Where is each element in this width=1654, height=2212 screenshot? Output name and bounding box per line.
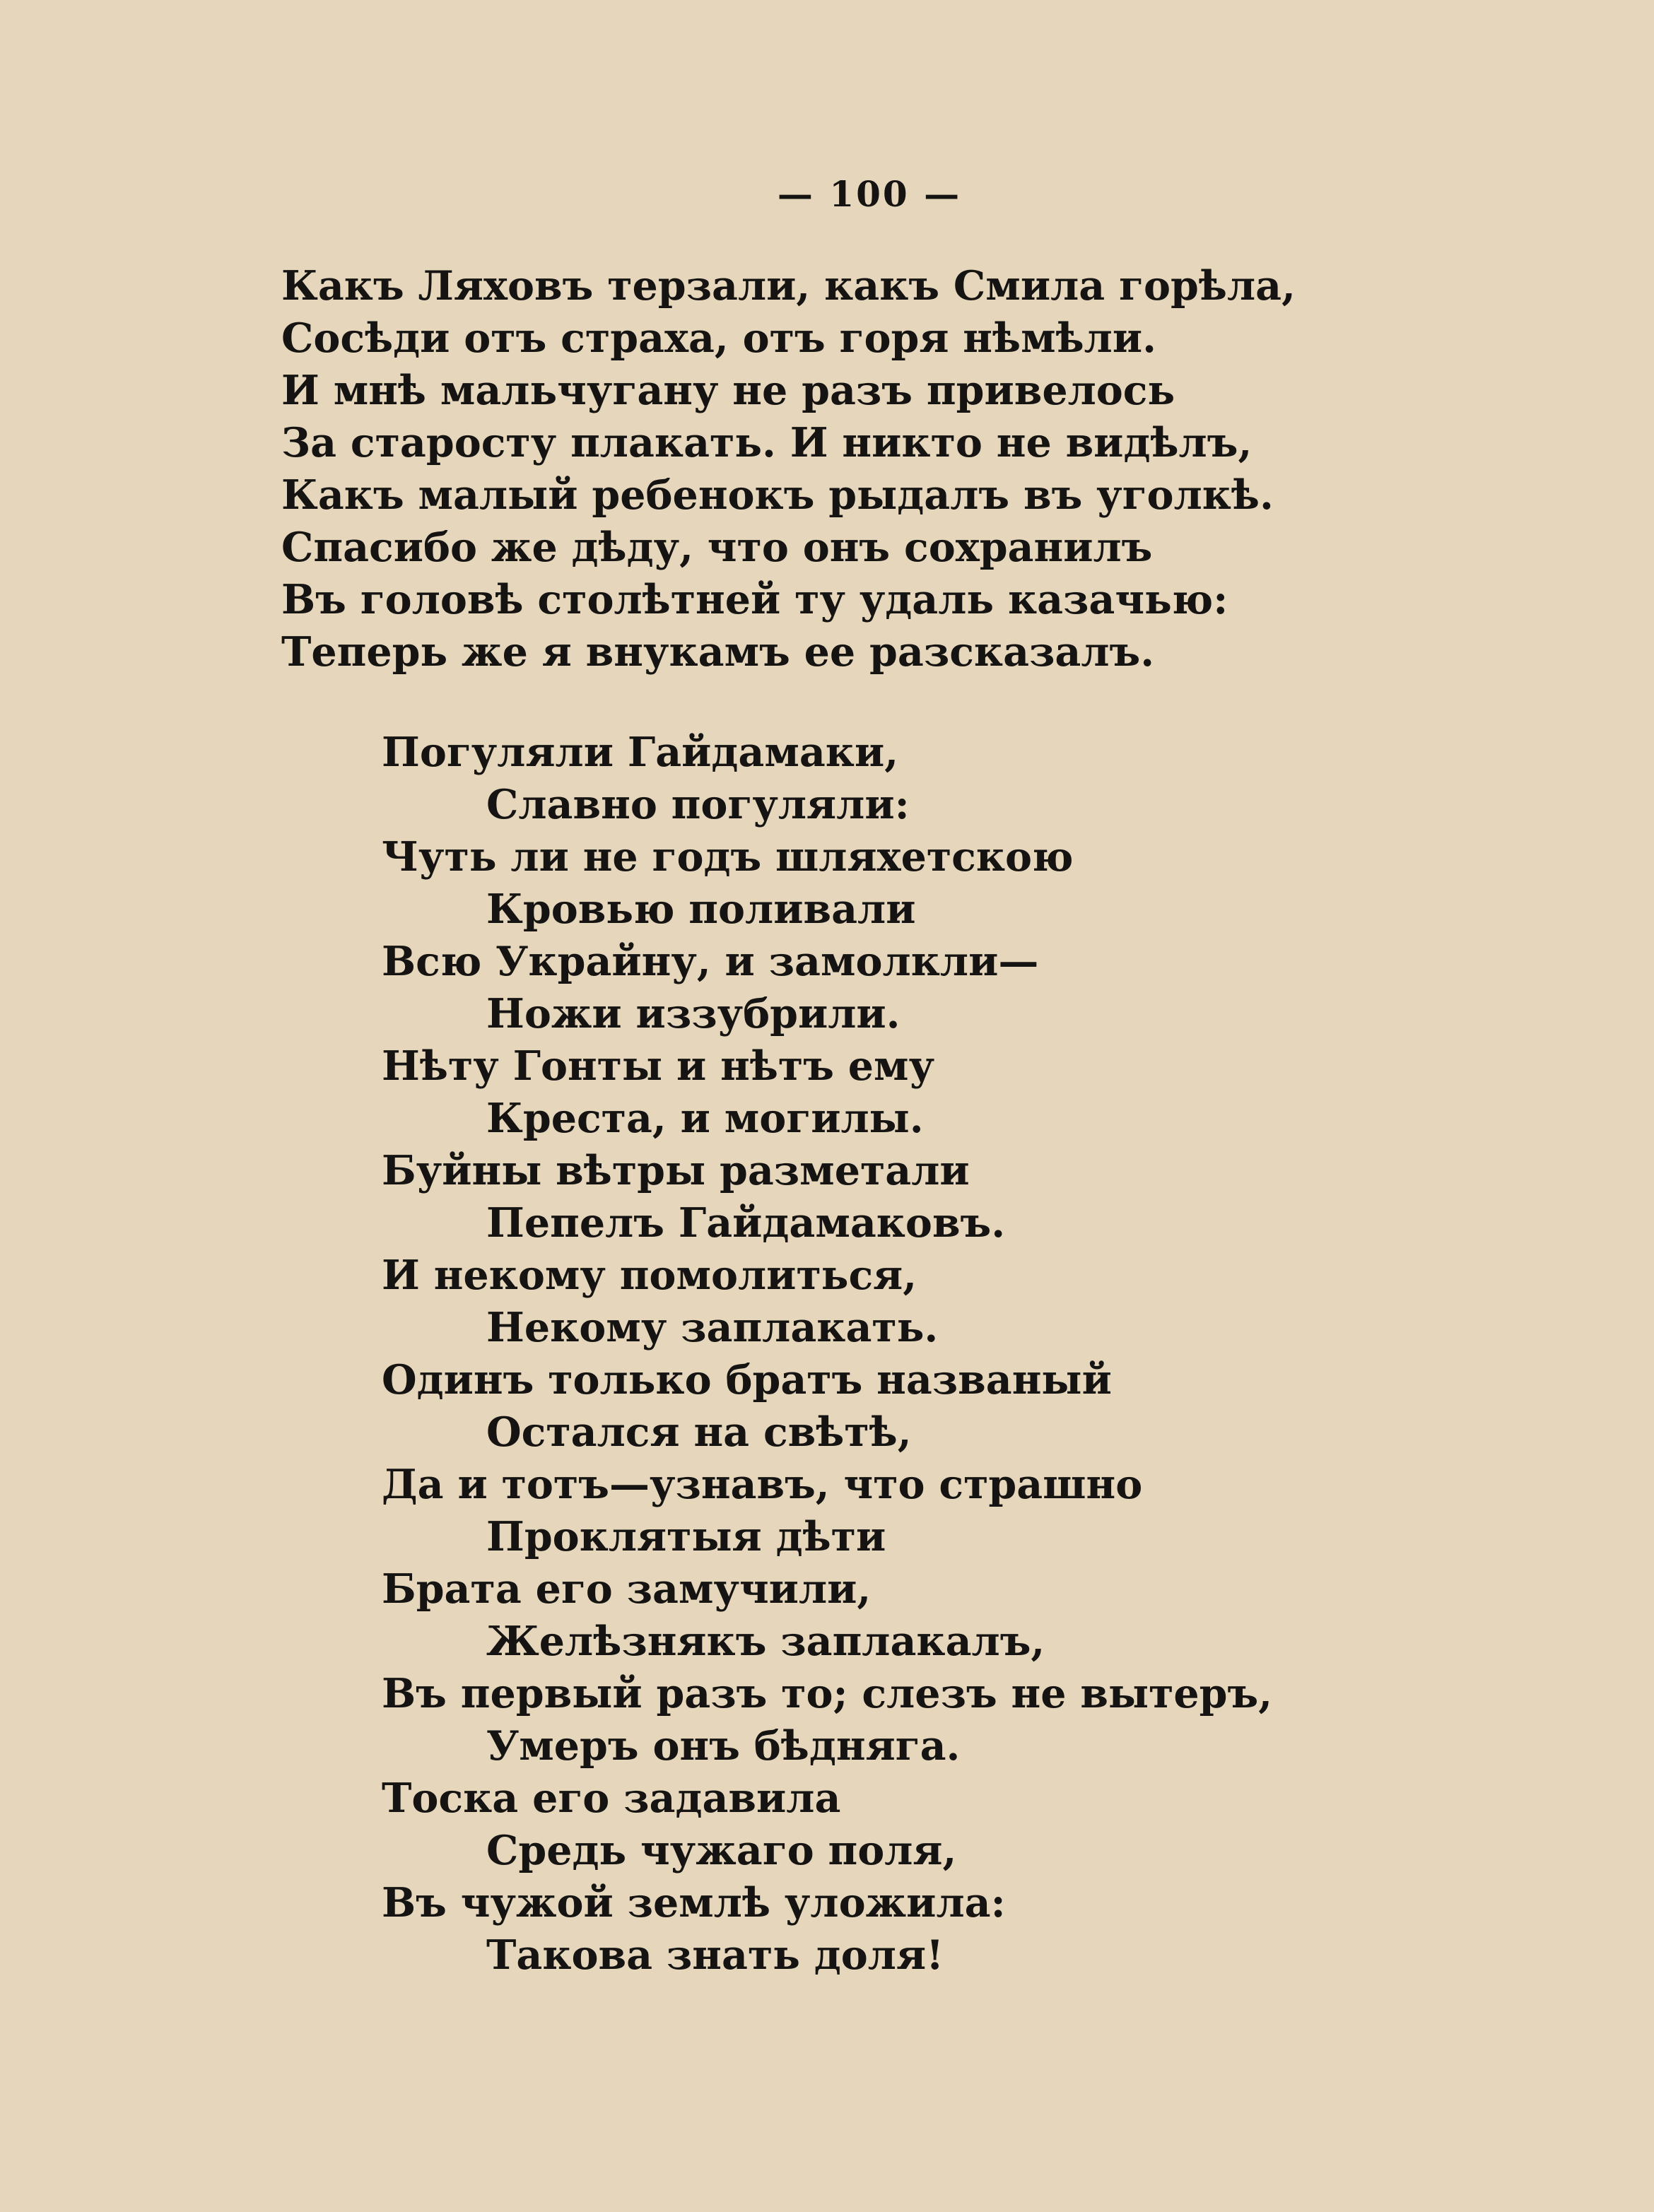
- poem-line-indented: Славно погуляли:: [486, 781, 910, 828]
- poem-line-indented: Пепелъ Гайдамаковъ.: [486, 1199, 1006, 1247]
- poem-line: Всю Украйну, и замолкли—: [382, 938, 1039, 985]
- poem-line-indented: Желѣзнякъ заплакалъ,: [486, 1618, 1045, 1665]
- poem-line-indented: Проклятыя дѣти: [486, 1513, 886, 1560]
- poem-line: Одинъ только братъ названый: [382, 1356, 1112, 1404]
- poem-line-indented: Такова знать доля!: [486, 1931, 944, 1979]
- poem-line-indented: Средь чужаго поля,: [486, 1827, 957, 1874]
- poem-line: Въ первый разъ то; слезъ не вытеръ,: [382, 1670, 1273, 1717]
- poem-line: Погуляли Гайдамаки,: [382, 729, 899, 776]
- page-number: — 100 —: [777, 173, 962, 215]
- poem-line: Нѣту Гонты и нѣтъ ему: [382, 1042, 935, 1090]
- poem-line: Буйны вѣтры разметали: [382, 1147, 970, 1194]
- poem-line: И некому помолиться,: [382, 1252, 917, 1299]
- prologue-line: И мнѣ мальчугану не разъ привелось: [281, 367, 1175, 414]
- prologue-line: Какъ малый ребенокъ рыдалъ въ уголкѣ.: [281, 471, 1274, 519]
- poem-line-indented: Ножи иззубрили.: [486, 990, 901, 1037]
- poem-line-indented: Креста, и могилы.: [486, 1095, 924, 1142]
- poem-line-indented: Некому заплакать.: [486, 1304, 939, 1351]
- prologue-line: За старосту плакать. И никто не видѣлъ,: [281, 419, 1253, 466]
- prologue-line: Сосѣди отъ страха, отъ горя нѣмѣли.: [281, 314, 1156, 362]
- poem-line-indented: Умеръ онъ бѣдняга.: [486, 1722, 961, 1770]
- poem-line: Тоска его задавила: [382, 1775, 841, 1822]
- poem-line-indented: Остался на свѣтѣ,: [486, 1408, 912, 1456]
- poem-line-indented: Кровью поливали: [486, 886, 916, 933]
- poem-line: Да и тотъ—узнавъ, что страшно: [382, 1461, 1143, 1508]
- poem-line: Въ чужой землѣ уложила:: [382, 1879, 1006, 1926]
- prologue-line: Спасибо же дѣду, что онъ сохранилъ: [281, 524, 1153, 571]
- poem-line: Чуть ли не годъ шляхетскою: [382, 833, 1074, 881]
- poem-line: Брата его замучили,: [382, 1565, 872, 1613]
- prologue-line: Въ головѣ столѣтней ту удаль казачью:: [281, 576, 1228, 623]
- prologue-line: Теперь же я внукамъ ее разсказалъ.: [281, 628, 1155, 676]
- prologue-line: Какъ Ляховъ терзали, какъ Смила горѣла,: [281, 262, 1296, 310]
